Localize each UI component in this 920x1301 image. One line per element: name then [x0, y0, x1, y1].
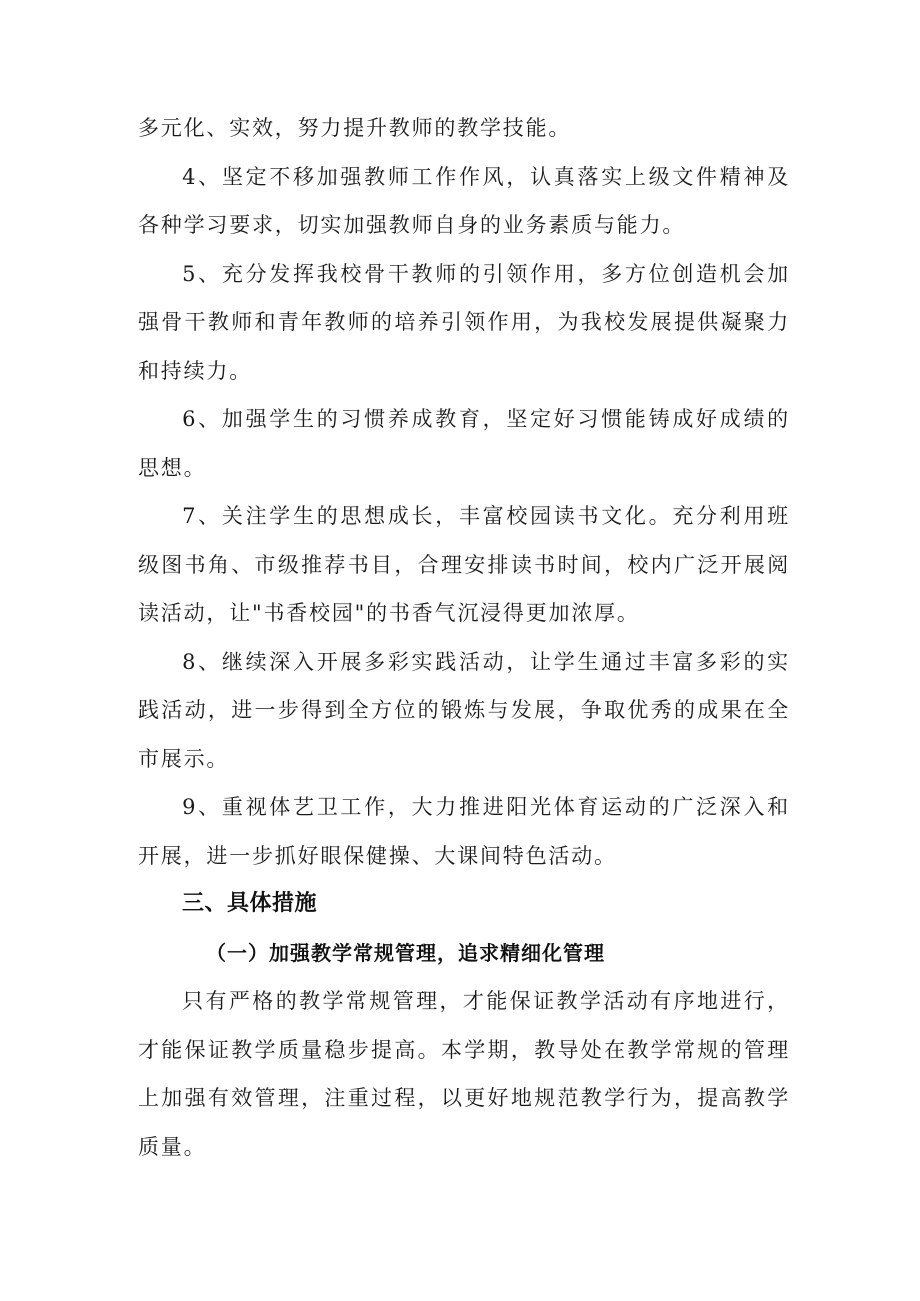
paragraph-item-5: 5、充分发挥我校骨干教师的引领作用，多方位创造机会加强骨干教师和青年教师的培养引领作用，为我校发展提供凝聚力和持续力。 [138, 261, 790, 383]
subsection-heading: （一）加强教学常规管理，追求精细化管理 [206, 940, 605, 965]
paragraph-item-8: 8、继续深入开展多彩实践活动，让学生通过丰富多彩的实践活动，进一步得到全方位的锻炼与发展，争取优秀的成果在全市展示。 [138, 649, 790, 771]
paragraph-item-6: 6、加强学生的习惯养成教育，坚定好习惯能铸成好成绩的思想。 [138, 407, 790, 480]
paragraph-item-9: 9、重视体艺卫工作，大力推进阳光体育运动的广泛深入和开展，进一步抓好眼保健操、大课间特色活动。 [138, 795, 790, 868]
paragraph-continuation: 多元化、实效，努力提升教师的教学技能。 [138, 116, 572, 140]
paragraph-item-7: 7、关注学生的思想成长，丰富校园读书文化。充分利用班级图书角、市级推荐书目，合理安排读书时间，校内广泛开展阅读活动，让"书香校园"的书香气沉浸得更加浓厚。 [138, 504, 790, 625]
paragraph-measures: 只有严格的教学常规管理，才能保证教学活动有序地进行，才能保证教学质量稳步提高。本学期，教导处在教学常规的管理上加强有效管理，注重过程，以更好地规范教学行为，提高教学质量。 [138, 989, 790, 1159]
document-body [138, 104, 790, 1171]
section-heading: 三、具体措施 [182, 891, 318, 916]
paragraph-item-4: 4、坚定不移加强教师工作作风，认真落实上级文件精神及各种学习要求，切实加强教师自身的业务素质与能力。 [138, 164, 790, 237]
